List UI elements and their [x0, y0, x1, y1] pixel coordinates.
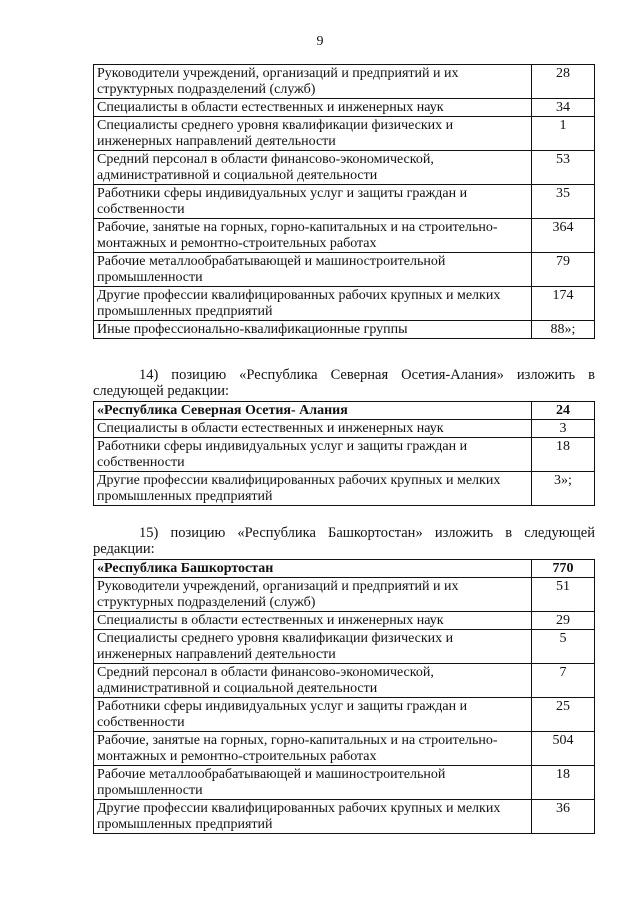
row-value: 18	[532, 438, 595, 472]
row-label: Средний персонал в области финансово-экономической, административной и социальной деятельности	[94, 664, 532, 698]
row-label: Руководители учреждений, организаций и предприятий и их структурных подразделений (служб)	[94, 578, 532, 612]
row-label: Рабочие, занятые на горных, горно-капитальных и на строительно-монтажных и ремонтно-строительных работах	[94, 732, 532, 766]
table-2-rows	[94, 420, 595, 506]
table-2-header-row	[94, 402, 595, 420]
table-3-rows	[94, 578, 595, 834]
table-row	[94, 151, 595, 185]
table-row	[94, 117, 595, 151]
row-value: 18	[532, 766, 595, 800]
table-row	[94, 287, 595, 321]
table-3-header-label: «Республика Башкортостан	[94, 560, 532, 578]
table-row	[94, 766, 595, 800]
row-value: 174	[532, 287, 595, 321]
row-label: Специалисты в области естественных и инженерных наук	[94, 99, 532, 117]
table-row	[94, 630, 595, 664]
row-label: Работники сферы индивидуальных услуг и защиты граждан и собственности	[94, 438, 532, 472]
table-row	[94, 65, 595, 99]
row-value: 36	[532, 800, 595, 834]
row-label: Рабочие, занятые на горных, горно-капитальных и на строительно-монтажных и ремонтно-строительных работах	[94, 219, 532, 253]
table-row	[94, 472, 595, 506]
row-value: 5	[532, 630, 595, 664]
paragraph-15-line-1: 15) позицию «Республика Башкортостан» изложить в следующей	[139, 525, 595, 541]
row-value: 51	[532, 578, 595, 612]
table-row	[94, 612, 595, 630]
row-value: 25	[532, 698, 595, 732]
row-value: 88»;	[532, 321, 595, 339]
paragraph-14	[93, 367, 595, 399]
row-value: 29	[532, 612, 595, 630]
table-2-header-value: 24	[532, 402, 595, 420]
row-label: Специалисты среднего уровня квалификации физических и инженерных направлений деятельности	[94, 630, 532, 664]
table-2	[93, 401, 595, 506]
row-label: Другие профессии квалифицированных рабочих крупных и мелких промышленных предприятий	[94, 287, 532, 321]
row-value: 364	[532, 219, 595, 253]
table-3-header-row	[94, 560, 595, 578]
row-label: Рабочие металлообрабатывающей и машиностроительной промышленности	[94, 253, 532, 287]
table-row	[94, 185, 595, 219]
row-value: 3»;	[532, 472, 595, 506]
row-value: 79	[532, 253, 595, 287]
table-2-body	[94, 402, 595, 420]
row-value: 7	[532, 664, 595, 698]
table-3	[93, 559, 595, 834]
table-row	[94, 664, 595, 698]
row-label: Другие профессии квалифицированных рабочих крупных и мелких промышленных предприятий	[94, 800, 532, 834]
table-2-header-label: «Республика Северная Осетия- Алания	[94, 402, 532, 420]
paragraph-15-line-2: редакции:	[93, 541, 155, 557]
paragraph-14-line-2: следующей редакции:	[93, 383, 230, 399]
row-label: Работники сферы индивидуальных услуг и защиты граждан и собственности	[94, 698, 532, 732]
table-row	[94, 732, 595, 766]
paragraph-14-line-1: 14) позицию «Республика Северная Осетия-Алания» изложить в	[139, 367, 595, 383]
row-label: Рабочие металлообрабатывающей и машиностроительной промышленности	[94, 766, 532, 800]
table-row	[94, 321, 595, 339]
page-number: 9	[316, 34, 324, 49]
table-3-body	[94, 560, 595, 578]
table-1-body	[94, 65, 595, 339]
row-label: Специалисты в области естественных и инженерных наук	[94, 420, 532, 438]
row-label: Иные профессионально-квалификационные группы	[94, 321, 532, 339]
table-row	[94, 800, 595, 834]
row-value: 34	[532, 99, 595, 117]
paragraph-15	[93, 525, 595, 557]
row-value: 53	[532, 151, 595, 185]
table-row	[94, 219, 595, 253]
row-label: Работники сферы индивидуальных услуг и защиты граждан и собственности	[94, 185, 532, 219]
table-3-header-value: 770	[532, 560, 595, 578]
table-1	[93, 64, 595, 339]
table-row	[94, 99, 595, 117]
table-row	[94, 420, 595, 438]
table-row	[94, 253, 595, 287]
row-value: 1	[532, 117, 595, 151]
row-label: Другие профессии квалифицированных рабочих крупных и мелких промышленных предприятий	[94, 472, 532, 506]
row-value: 3	[532, 420, 595, 438]
table-row	[94, 578, 595, 612]
row-label: Руководители учреждений, организаций и предприятий и их структурных подразделений (служб)	[94, 65, 532, 99]
row-value: 28	[532, 65, 595, 99]
row-label: Специалисты в области естественных и инженерных наук	[94, 612, 532, 630]
row-label: Средний персонал в области финансово-экономической, административной и социальной деятельности	[94, 151, 532, 185]
row-value: 35	[532, 185, 595, 219]
row-label: Специалисты среднего уровня квалификации физических и инженерных направлений деятельности	[94, 117, 532, 151]
table-row	[94, 698, 595, 732]
row-value: 504	[532, 732, 595, 766]
table-row	[94, 438, 595, 472]
